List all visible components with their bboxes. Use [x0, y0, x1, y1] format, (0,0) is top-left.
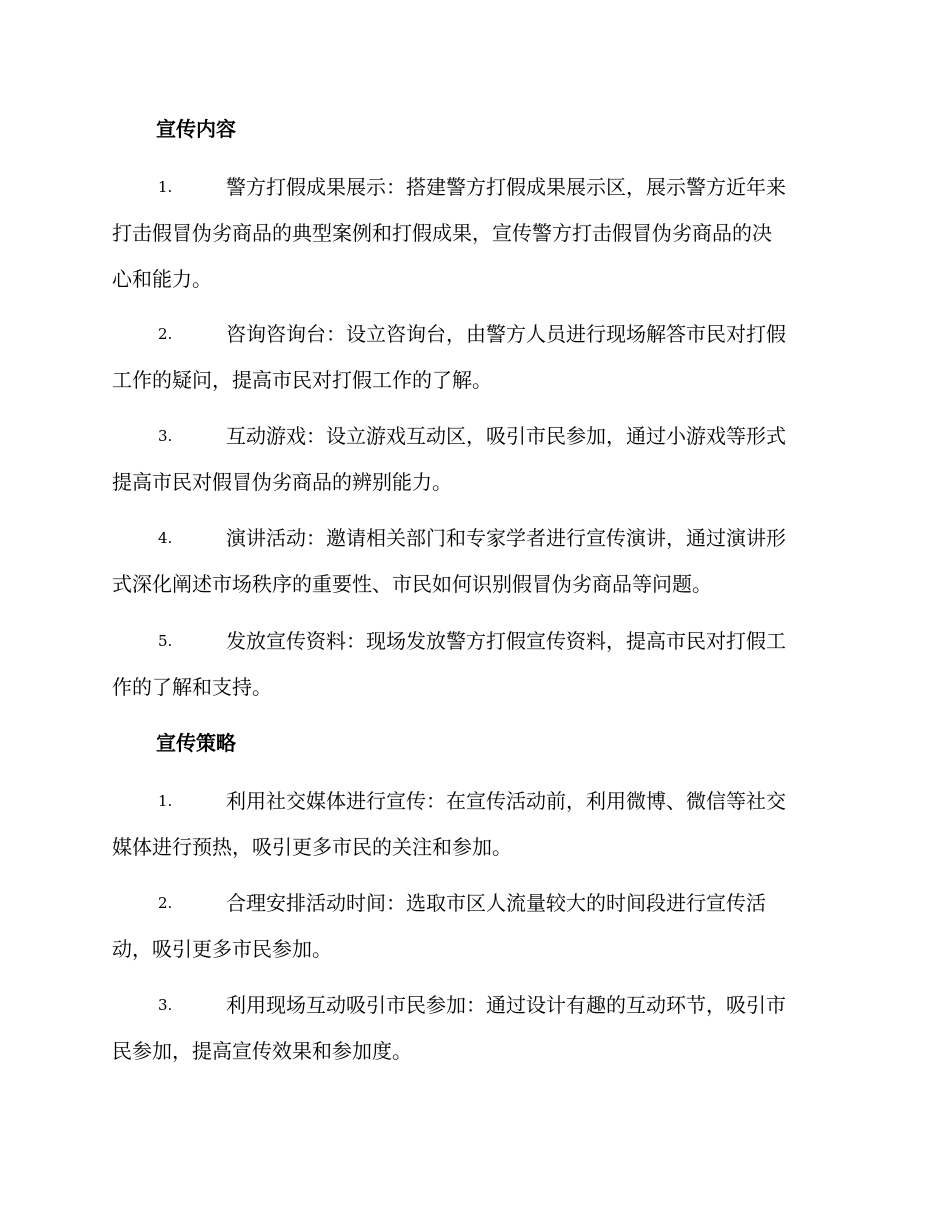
list-item: [112, 880, 836, 972]
list-item: [112, 311, 836, 403]
list-item: [112, 515, 836, 607]
list-item-number: 2.: [158, 894, 173, 912]
list-item-text-line: 打击假冒伪劣商品的典型案例和打假成果，宣传警方打击假冒伪劣商品的决: [112, 221, 772, 245]
list-item-text-line: 心和能力。: [112, 267, 212, 291]
list-item-text-line: 式深化阐述市场秩序的重要性、市民如何识别假冒伪劣商品等问题。: [112, 572, 712, 596]
list-item-text-line: 利用社交媒体进行宣传：在宣传活动前，利用微博、微信等社交: [226, 789, 786, 813]
list-item-text-line: 媒体进行预热，吸引更多市民的关注和参加。: [112, 835, 512, 859]
list-item: [112, 413, 836, 505]
list-item-text-line: 利用现场互动吸引市民参加：通过设计有趣的互动环节，吸引市: [226, 993, 786, 1017]
list-item-text-line: 工作的疑问，提高市民对打假工作的了解。: [112, 368, 492, 392]
list-item-text-line: 民参加，提高宣传效果和参加度。: [112, 1039, 412, 1063]
list-item-number: 3.: [158, 427, 173, 445]
list-item: [112, 982, 836, 1074]
list-item-number: 1.: [158, 792, 173, 810]
list-item: [112, 618, 836, 710]
list-item-text-line: 警方打假成果展示：搭建警方打假成果展示区，展示警方近年来: [226, 175, 786, 199]
list-item-text-line: 发放宣传资料：现场发放警方打假宣传资料，提高市民对打假工: [226, 629, 786, 653]
list-item: [112, 778, 836, 870]
list-item-text-line: 演讲活动：邀请相关部门和专家学者进行宣传演讲，通过演讲形: [226, 526, 786, 550]
list-item-text-line: 咨询咨询台：设立咨询台，由警方人员进行现场解答市民对打假: [226, 322, 786, 346]
list-item-text-line: 提高市民对假冒伪劣商品的辨别能力。: [112, 470, 452, 494]
list-item-number: 1.: [158, 178, 173, 196]
list-item-text-line: 作的了解和支持。: [112, 675, 272, 699]
list-item: [112, 164, 836, 302]
list-item-text-line: 动，吸引更多市民参加。: [112, 937, 332, 961]
list-item-number: 4.: [158, 529, 173, 547]
section-heading-strategy: 宣传策略: [156, 731, 236, 755]
section-heading-content: 宣传内容: [156, 117, 236, 141]
list-item-number: 3.: [158, 996, 173, 1014]
list-item-text-line: 合理安排活动时间：选取市区人流量较大的时间段进行宣传活: [226, 891, 766, 915]
list-item-text-line: 互动游戏：设立游戏互动区，吸引市民参加，通过小游戏等形式: [226, 424, 786, 448]
list-item-number: 2.: [158, 325, 173, 343]
list-item-number: 5.: [158, 632, 173, 650]
